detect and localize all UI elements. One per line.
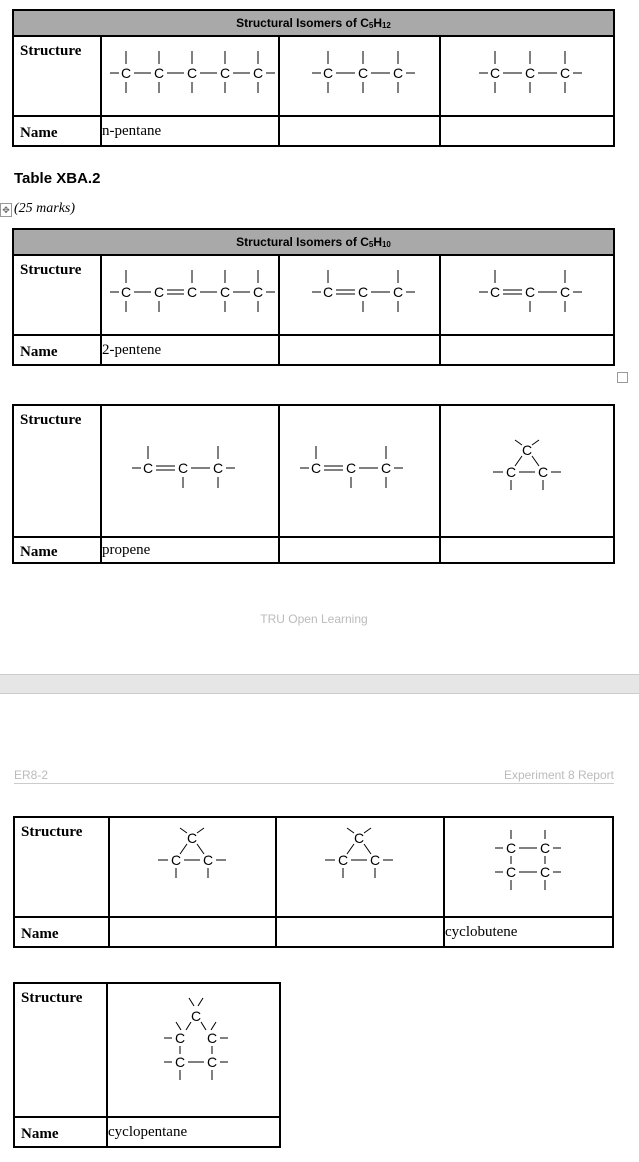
name-cell[interactable]: cyclopentane: [107, 1117, 280, 1147]
carbon-atom: C: [120, 65, 132, 81]
bond: [364, 828, 371, 833]
carbon-atom: C: [521, 442, 533, 458]
bond: [180, 828, 187, 833]
carbon-atom: C: [505, 464, 517, 480]
name-label: Name: [13, 335, 101, 365]
table-title: Structural Isomers of $C_5H_{12}$: [13, 10, 614, 36]
alkene3-structure: [441, 256, 613, 334]
carbon-atom: C: [369, 852, 381, 868]
bond: [211, 1022, 216, 1030]
name-cell[interactable]: n-pentane: [101, 116, 279, 146]
n-pentane-structure: [102, 37, 278, 115]
header-rule: [14, 783, 614, 784]
bond: [515, 440, 522, 445]
carbon-atom: C: [357, 65, 369, 81]
name-cell[interactable]: cyclobutene: [444, 917, 613, 947]
carbon-atom: C: [186, 65, 198, 81]
carbon-atom: C: [559, 284, 571, 300]
name-label: Name: [13, 116, 101, 146]
name-cell[interactable]: 2-pentene: [101, 335, 279, 365]
ring-bond: [201, 1022, 206, 1030]
carbon-atom: C: [357, 284, 369, 300]
table-c5h12: [12, 9, 615, 147]
resize-handle-icon[interactable]: [617, 372, 628, 383]
carbon-atom: C: [206, 1054, 218, 1070]
carbon-atom: C: [120, 284, 132, 300]
cyclopropane-structure: [110, 818, 275, 916]
structure-cell: [444, 817, 613, 917]
carbon-atom: C: [353, 830, 365, 846]
chain3-structure: [441, 37, 613, 115]
carbon-atom: C: [537, 464, 549, 480]
structure-cell: [440, 405, 614, 537]
carbon-atom: C: [212, 460, 224, 476]
move-handle-icon[interactable]: ✥: [0, 203, 12, 217]
name-label: Name: [14, 917, 109, 947]
table-title: Structural Isomers of $C_5H_{10}$: [13, 229, 614, 255]
alkene3-structure: [280, 256, 440, 334]
bond: [347, 828, 354, 833]
carbon-atom: C: [202, 852, 214, 868]
carbon-atom: C: [170, 852, 182, 868]
2-pentene-structure: [102, 256, 278, 334]
structure-cell: [101, 405, 279, 537]
cyclopropane-structure: [441, 406, 613, 536]
carbon-atom: C: [252, 65, 264, 81]
carbon-atom: C: [539, 864, 551, 880]
carbon-atom: C: [539, 840, 551, 856]
ring-bond: [186, 1022, 191, 1030]
page-break: [0, 674, 639, 694]
name-cell[interactable]: [440, 116, 614, 146]
carbon-atom: C: [322, 284, 334, 300]
carbon-atom: C: [524, 284, 536, 300]
carbon-atom: C: [219, 65, 231, 81]
structure-cell: [279, 36, 440, 116]
table-cyclic-c4: [13, 816, 614, 948]
structure-label: Structure: [14, 983, 107, 1117]
page-header-left: ER8-2: [14, 768, 49, 782]
carbon-atom: C: [177, 460, 189, 476]
name-cell[interactable]: [440, 537, 614, 563]
structure-label: Structure: [13, 255, 101, 335]
structure-cell: [109, 817, 276, 917]
table-c5h10: [12, 228, 615, 366]
carbon-atom: C: [153, 284, 165, 300]
carbon-atom: C: [190, 1008, 202, 1024]
name-cell[interactable]: [279, 335, 440, 365]
carbon-atom: C: [142, 460, 154, 476]
name-cell[interactable]: [279, 537, 440, 563]
carbon-atom: C: [186, 284, 198, 300]
carbon-atom: C: [174, 1054, 186, 1070]
structure-cell: [279, 255, 440, 335]
name-cell[interactable]: [279, 116, 440, 146]
carbon-atom: C: [505, 840, 517, 856]
bond: [198, 998, 203, 1006]
carbon-atom: C: [310, 460, 322, 476]
bond: [176, 1022, 181, 1030]
name-cell[interactable]: propene: [101, 537, 279, 563]
marks-label: (25 marks): [14, 201, 76, 216]
carbon-atom: C: [392, 65, 404, 81]
carbon-atom: C: [174, 1030, 186, 1046]
chain3-structure: [280, 37, 440, 115]
structure-cell: [276, 817, 444, 917]
structure-cell: [440, 255, 614, 335]
carbon-atom: C: [153, 65, 165, 81]
name-cell[interactable]: [440, 335, 614, 365]
alkene3-structure: [280, 406, 440, 536]
carbon-atom: C: [252, 284, 264, 300]
structure-cell: [440, 36, 614, 116]
carbon-atom: C: [489, 65, 501, 81]
carbon-atom: C: [559, 65, 571, 81]
cyclopropane-structure: [277, 818, 443, 916]
table-c3-isomers: [12, 404, 615, 564]
name-cell[interactable]: [109, 917, 276, 947]
carbon-atom: C: [489, 284, 501, 300]
bond: [197, 828, 204, 833]
carbon-atom: C: [337, 852, 349, 868]
carbon-atom: C: [322, 65, 334, 81]
page-footer: TRU Open Learning: [260, 612, 368, 626]
carbon-atom: C: [505, 864, 517, 880]
bond: [189, 998, 194, 1006]
table-caption: Table XBA.2: [14, 170, 101, 187]
structure-cell: [101, 36, 279, 116]
carbon-atom: C: [380, 460, 392, 476]
name-label: Name: [14, 1117, 107, 1147]
structure-cell: [107, 983, 280, 1117]
carbon-atom: C: [345, 460, 357, 476]
bond: [532, 440, 539, 445]
structure-label: Structure: [14, 817, 109, 917]
name-cell[interactable]: [276, 917, 444, 947]
propene-structure: [102, 406, 278, 536]
cyclopentane-structure: [108, 984, 279, 1116]
carbon-atom: C: [186, 830, 198, 846]
carbon-atom: C: [392, 284, 404, 300]
carbon-atom: C: [219, 284, 231, 300]
structure-label: Structure: [13, 36, 101, 116]
name-label: Name: [13, 537, 101, 563]
carbon-atom: C: [206, 1030, 218, 1046]
structure-cell: [279, 405, 440, 537]
cyclobutene-structure: [445, 818, 612, 916]
carbon-atom: C: [524, 65, 536, 81]
structure-label: Structure: [13, 405, 101, 537]
structure-cell: [101, 255, 279, 335]
page-header-right: Experiment 8 Report: [503, 768, 614, 782]
table-cyclopentane: [13, 982, 281, 1148]
